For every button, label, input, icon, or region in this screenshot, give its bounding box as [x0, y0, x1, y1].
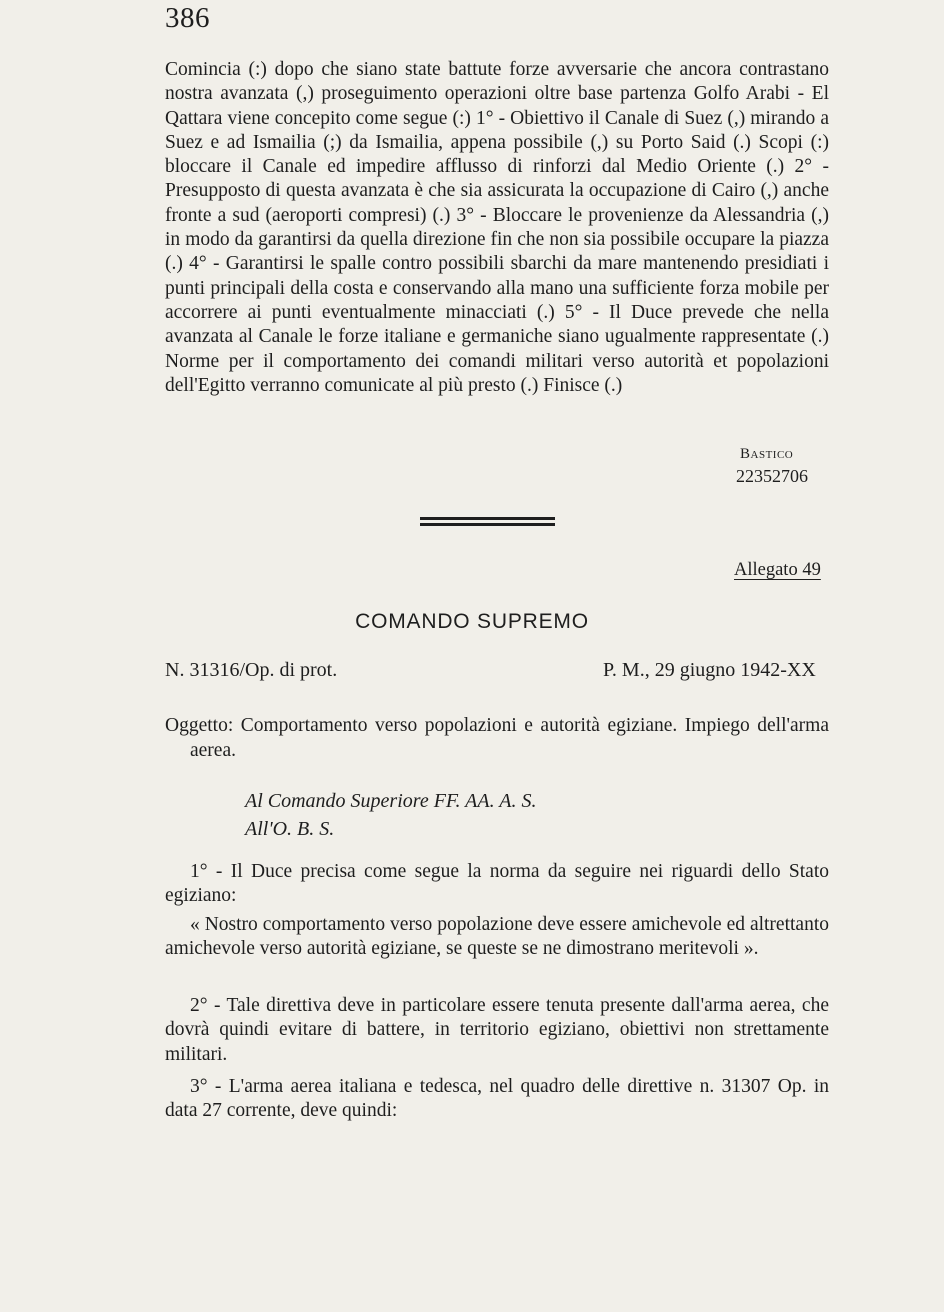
- paragraph-2: 2° - Tale direttiva deve in particolare essere tenuta presente dall'arma aerea, che dovrà quindi evitare di battere, in territorio egiziano, obiettivi non strettamente militari.: [165, 995, 829, 1065]
- document-heading: COMANDO SUPREMO: [355, 610, 589, 633]
- signature-name: Bastico: [740, 446, 794, 462]
- paragraph-3: 3° - L'arma aerea italiana e tedesca, nel quadro delle direttive n. 31307 Op. in data 27 corrente, deve quindi:: [165, 1076, 829, 1122]
- divider-line-bottom: [420, 523, 555, 526]
- telegram-body: Comincia (:) dopo che siano state battute forze avversarie che ancora contrastano nostra avanzata (,) proseguimento operazioni oltre base partenza Golfo Arabi - El Qattara viene concepito come segue (:) 1° - Obiettivo il Canale di Suez (,) mirando a Suez e ad Ismailia (;) da Ismailia, appena possibile (,) su Porto Said (.) Scopi (:) bloccare il Canale ed impedire afflusso di rinforzi dal Medio Oriente (.) 2° - Presupposto di questa avanzata è che sia assicurata la occupazione di Cairo (,) anche fronte a sud (aeroporti compresi) (.) 3° - Bloccare le provenienze da Alessandria (,) in modo da garantirsi da quella direzione fin che non sia possibile occupare la piazza (.) 4° - Garantirsi le spalle contro possibili sbarchi da mare mantenendo presidiati i punti principali della costa e conservando alla mano una sufficiente forza mobile per accorrere ai punti eventualmente minacciati (.) 5° - Il Duce prevede che nella avanzata al Canale le forze italiane e germaniche siano ugualmente rappresentate (.) Norme per il comportamento dei comandi militari verso autorità et popolazioni dell'Egitto verranno comunicate al più presto (.) Finisce (.): [165, 59, 829, 396]
- recipient-2: All'O. B. S.: [245, 818, 335, 840]
- page-number: 386: [165, 2, 210, 34]
- subject-line: Oggetto: Comportamento verso popolazioni e autorità egiziane. Impiego dell'arma aerea.: [165, 715, 829, 761]
- paragraph-1: 1° - Il Duce precisa come segue la norma da seguire nei riguardi dello Stato egiziano:: [165, 861, 829, 907]
- annex-label: Allegato 49: [734, 560, 821, 580]
- place-date: P. M., 29 giugno 1942-XX: [603, 659, 816, 681]
- recipient-1: Al Comando Superiore FF. AA. A. S.: [245, 790, 537, 812]
- signature-code: 22352706: [736, 466, 808, 486]
- protocol-number: N. 31316/Op. di prot.: [165, 659, 338, 681]
- divider-line-top: [420, 517, 555, 520]
- quoted-directive: « Nostro comportamento verso popolazione deve essere amichevole ed altrettanto amichevole verso autorità egiziane, se queste se ne dimostrano meritevoli ».: [165, 914, 829, 960]
